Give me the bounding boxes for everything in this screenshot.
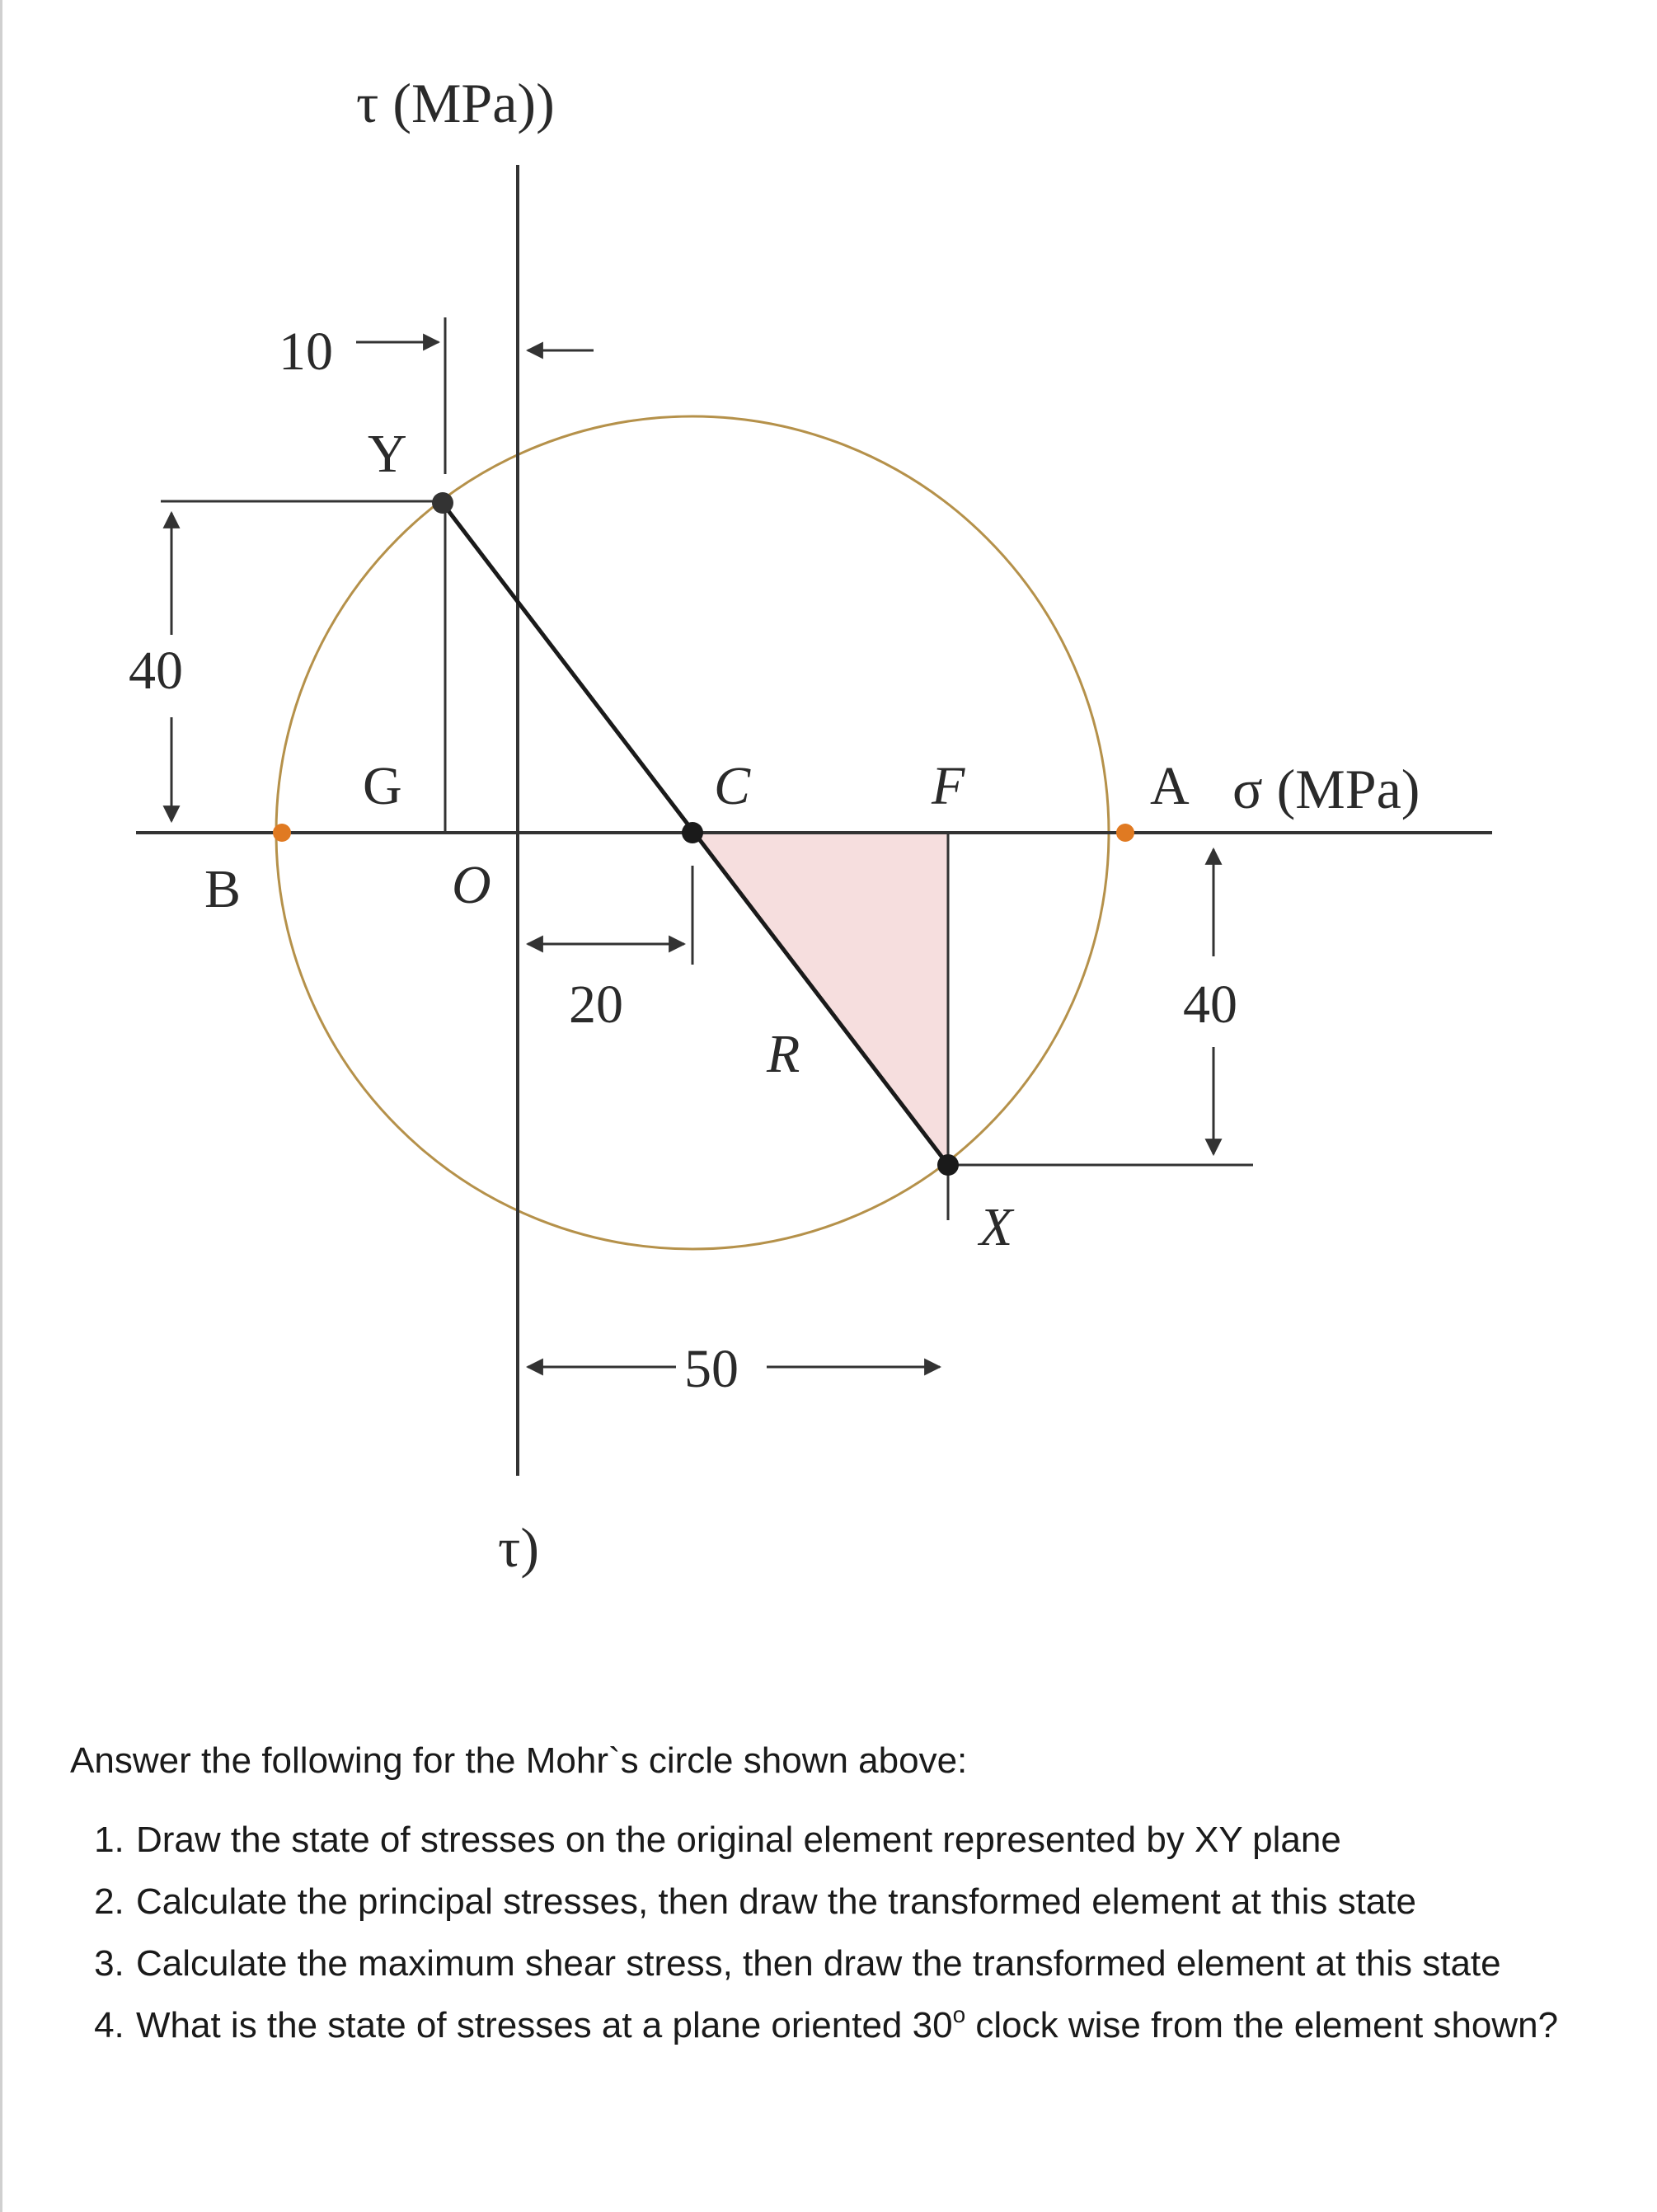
question-item-1: [134, 1809, 1636, 1871]
label-b: B: [204, 859, 242, 919]
tau-axis-label: τ (MPa)): [356, 72, 555, 134]
question-item-2: [134, 1871, 1636, 1933]
question-item-3-text: Calculate the maximum shear stress, then draw the transformed element at this state: [136, 1943, 1501, 1984]
point-c: [682, 822, 703, 843]
label-40-left: 40: [129, 641, 183, 701]
label-50: 50: [684, 1339, 739, 1399]
label-x: X: [979, 1197, 1013, 1257]
point-a: [1116, 824, 1134, 842]
point-y: [432, 492, 453, 514]
label-f: F: [932, 756, 965, 816]
question-block: [70, 1738, 1636, 2056]
label-y: Y: [368, 424, 407, 484]
question-item-1-text: Draw the state of stresses on the original element represented by XY plane: [136, 1820, 1341, 1860]
question-intro: Answer the following for the Mohr`s circle shown above:: [70, 1740, 968, 1781]
question-item-4-text-b: clock wise from the element shown?: [965, 2005, 1559, 2045]
label-g: G: [363, 756, 402, 816]
sigma-axis-label: σ (MPa): [1232, 758, 1420, 820]
label-20: 20: [569, 975, 623, 1035]
tau-bottom-label: τ): [498, 1516, 539, 1579]
label-r: R: [767, 1024, 800, 1084]
point-b: [273, 824, 291, 842]
label-10: 10: [279, 322, 333, 382]
question-item-4-text-a: What is the state of stresses at a plane oriented 30: [136, 2005, 953, 2045]
question-item-3: [134, 1933, 1636, 1994]
label-o: O: [452, 855, 491, 915]
label-c: C: [714, 756, 751, 816]
point-x: [937, 1154, 959, 1176]
question-item-4: [134, 1994, 1636, 2056]
label-40-right: 40: [1183, 975, 1237, 1035]
degree-sign: o: [952, 2002, 966, 2027]
label-a: A: [1150, 756, 1190, 816]
question-list: [70, 1809, 1636, 2056]
question-item-2-text: Calculate the principal stresses, then draw the transformed element at this state: [136, 1881, 1416, 1922]
